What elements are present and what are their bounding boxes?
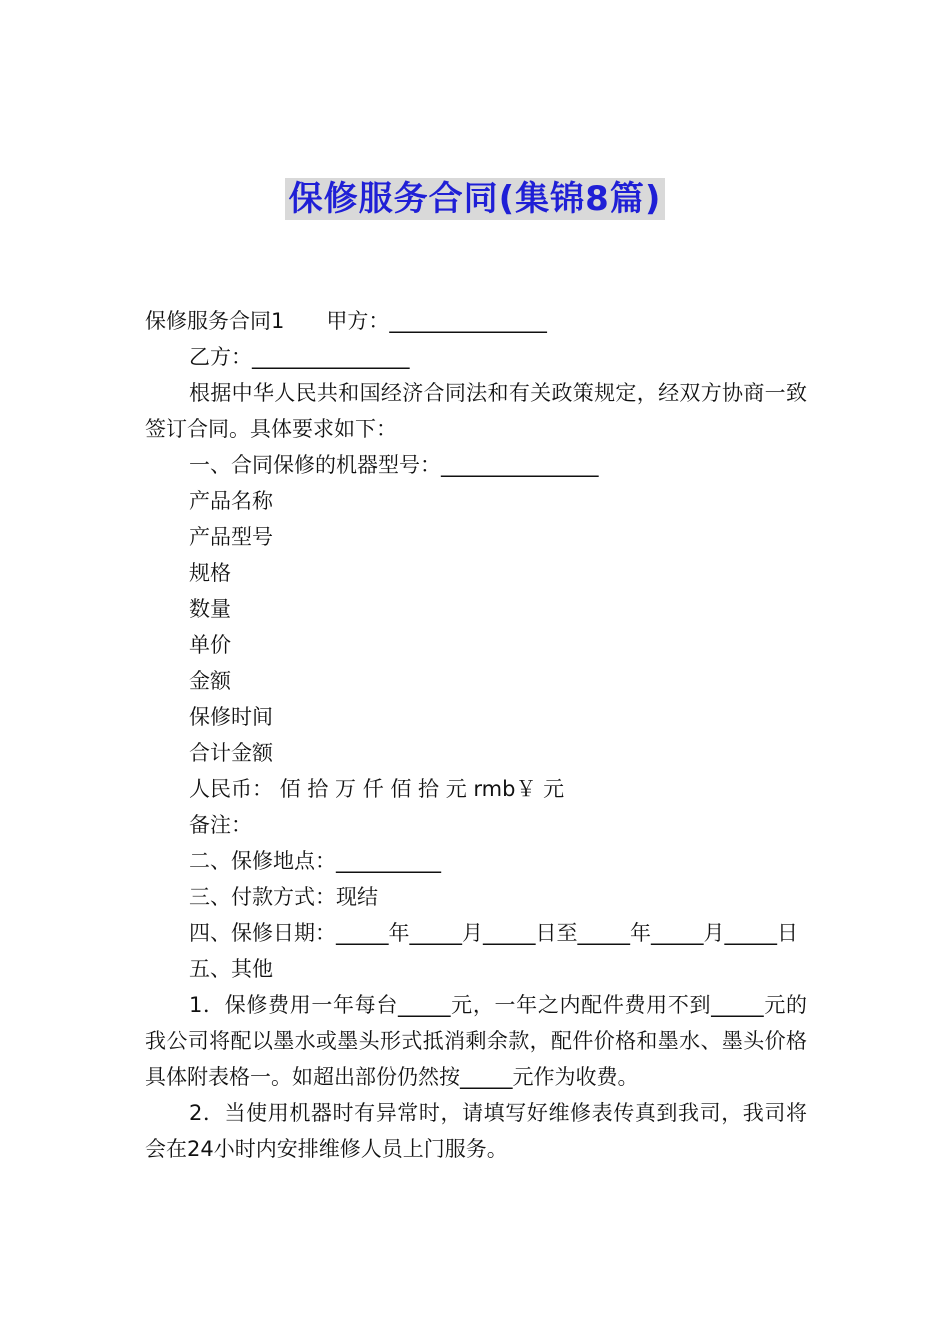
party-b-line: 乙方：_______________ bbox=[189, 345, 410, 369]
document-title: 保修服务合同(集锦8篇) bbox=[285, 178, 666, 220]
section-2-location: 二、保修地点：__________ bbox=[189, 849, 441, 873]
field-amount: 金额 bbox=[189, 669, 231, 693]
clause-2-service: 2．当使用机器时有异常时，请填写好维修表传真到我司，我司将会在24小时内安排维修人员上门服务。 bbox=[145, 1101, 807, 1161]
field-total-amount: 合计金额 bbox=[189, 741, 273, 765]
field-unit-price: 单价 bbox=[189, 633, 231, 657]
field-quantity: 数量 bbox=[189, 597, 231, 621]
field-product-name: 产品名称 bbox=[189, 489, 273, 513]
preamble-paragraph: 根据中华人民共和国经济合同法和有关政策规定，经双方协商一致签订合同。具体要求如下： bbox=[145, 381, 807, 441]
field-rmb: 人民币： 佰 拾 万 仟 佰 拾 元 rmb￥ 元 bbox=[189, 777, 565, 801]
section-1-machine-model: 一、合同保修的机器型号：_______________ bbox=[189, 453, 599, 477]
title-container bbox=[0, 178, 950, 220]
document-body bbox=[145, 303, 807, 1167]
section-5-other: 五、其他 bbox=[189, 957, 273, 981]
contract-heading-party-a: 保修服务合同1 甲方：_______________ bbox=[145, 309, 547, 333]
clause-1-fee: 1．保修费用一年每台_____元，一年之内配件费用不到_____元的我公司将配以墨水或墨头形式抵消剩余款，配件价格和墨水、墨头价格具体附表格一。如超出部份仍然按_____元作为收费。 bbox=[145, 993, 807, 1089]
field-warranty-time: 保修时间 bbox=[189, 705, 273, 729]
field-remarks: 备注： bbox=[189, 813, 252, 837]
section-3-payment: 三、付款方式：现结 bbox=[189, 885, 378, 909]
field-spec: 规格 bbox=[189, 561, 231, 585]
field-product-model: 产品型号 bbox=[189, 525, 273, 549]
section-4-dates: 四、保修日期：_____年_____月_____日至_____年_____月_____日 bbox=[189, 921, 798, 945]
